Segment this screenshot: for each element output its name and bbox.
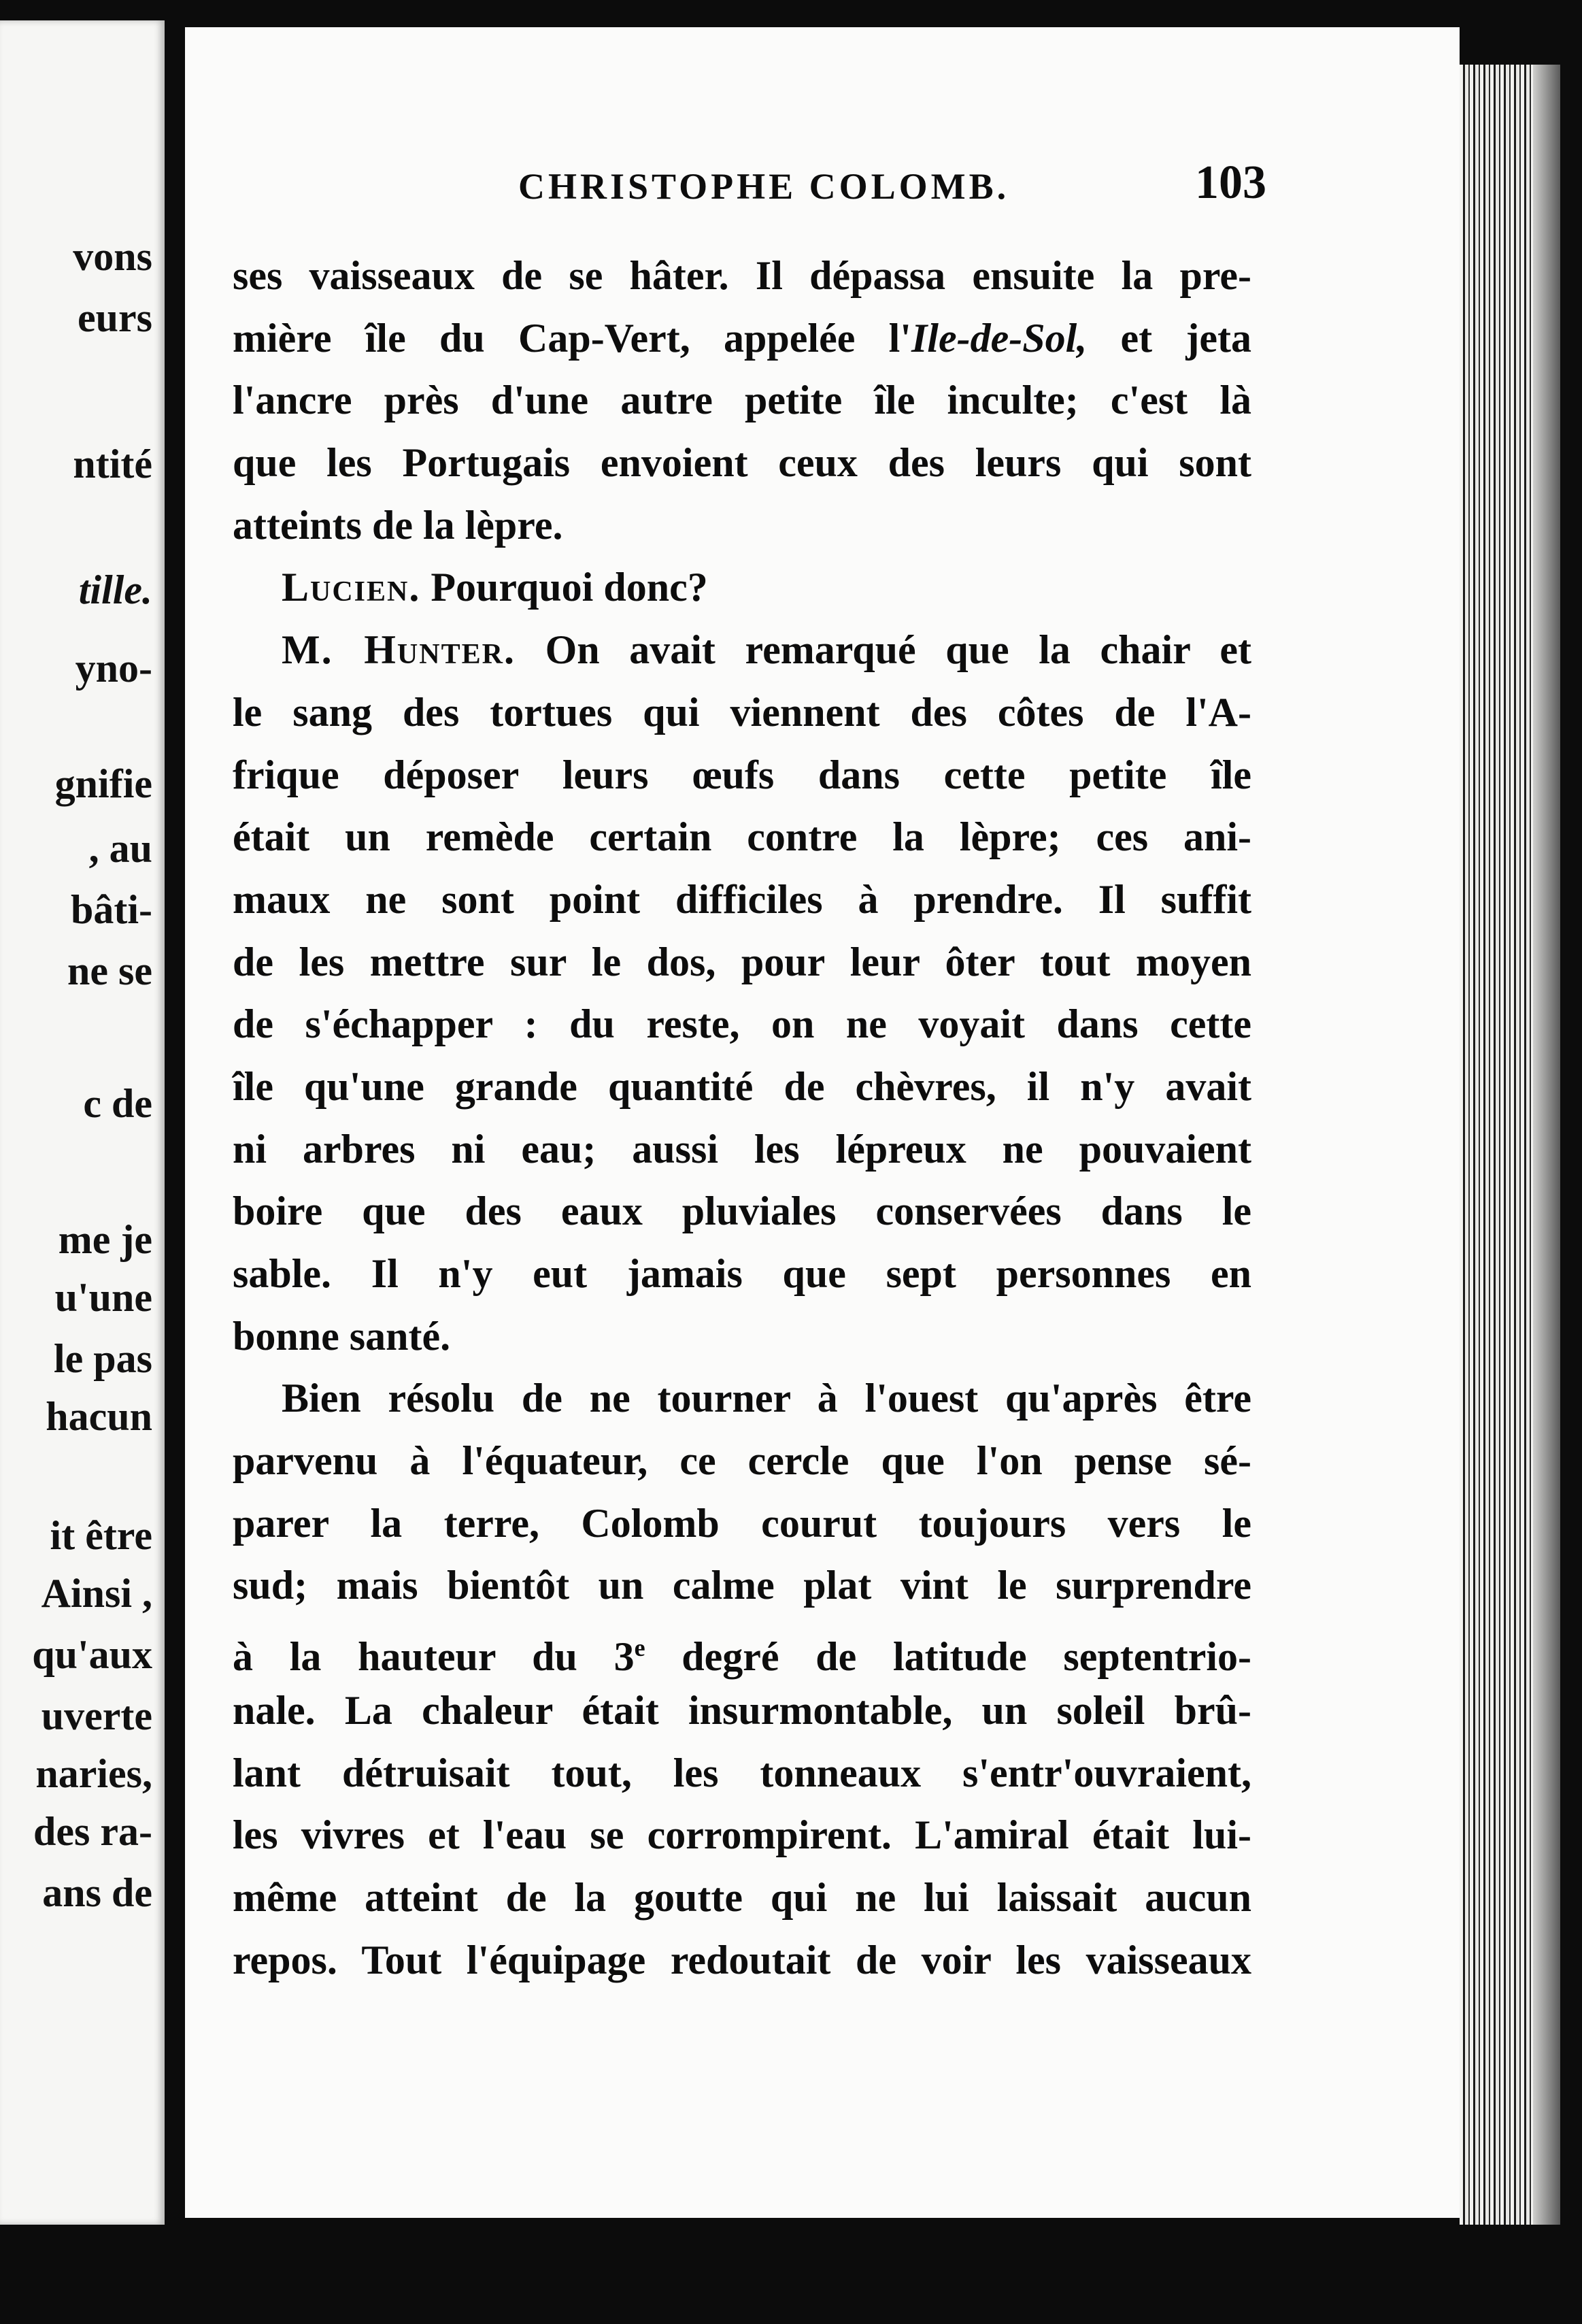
text-line: bonne santé. [233,1313,451,1359]
left-page-fragment: le pas [53,1336,152,1381]
text-line: était un remède certain contre la lèpre; ces ani- [233,814,1251,860]
text-line: atteints de la lèpre. [233,502,563,548]
book-edge-shadow [1533,65,1560,2225]
line-text: degré de latitude septentrio- [645,1634,1251,1680]
text-line: de les mettre sur le dos, pour leur ôter tout moyen [233,939,1251,984]
ordinal-superscript: e [634,1634,645,1662]
running-head [321,153,1266,214]
left-page-fragment: qu'aux [32,1632,152,1677]
line-text: On avait remarqué que la chair et [515,627,1251,673]
left-page-fragment: bâti- [71,887,152,932]
text-line [233,308,1251,370]
text-line: sable. Il n'y eut jamais que sept personnes en [233,1251,1251,1296]
text-line: de s'échapper : du reste, on ne voyait dans cette [233,1001,1251,1047]
line-text: Pourquoi donc? [420,565,708,610]
speaker-name: M. Hunter. [282,627,516,673]
running-title: CHRISTOPHE COLOMB. [518,166,1010,207]
text-line: sud; mais bientôt un calme plat vint le surprendre [233,1563,1251,1608]
left-page-fragment: yno- [75,646,152,691]
left-page-fragment: Ainsi , [41,1571,152,1616]
text-line [233,557,1251,619]
left-page-fragment: hacun [46,1394,152,1439]
text-line: nale. La chaleur était insurmontable, un soleil brû- [233,1687,1251,1733]
text-line: frique déposer leurs œufs dans cette petite île [233,752,1251,797]
left-page-fragment: uverte [41,1693,152,1738]
text-line: repos. Tout l'équipage redoutait de voir les vaisseaux [233,1937,1251,1982]
text-line: lant détruisait tout, les tonneaux s'entr'ouvraient, [233,1750,1251,1795]
left-page-fragment: gnifie [54,761,152,806]
text-line: l'ancre près d'une autre petite île inculte; c'est là [233,378,1251,423]
left-page-fragment: , au [88,826,152,871]
left-page-fragment: des ra- [33,1809,152,1854]
text-line: les vivres et l'eau se corrompirent. L'amiral était lui- [233,1812,1251,1858]
text-line: boire que des eaux pluviales conservées dans le [233,1189,1251,1234]
text-line: maux ne sont point difficiles à prendre. Il suffit [233,876,1251,922]
left-page-fragment: it être [50,1513,152,1558]
text-line [233,619,1251,682]
speaker-name: Lucien. [282,565,421,610]
line-text: et jeta [1087,315,1251,361]
left-page-fragment: eurs [78,295,152,340]
text-line: parer la terre, Colomb courut toujours vers le [233,1500,1251,1546]
left-page-fragment: tille. [78,567,152,612]
text-line: que les Portugais envoient ceux des leurs qui sont [233,440,1251,486]
left-page-fragment: u'une [54,1275,152,1320]
left-page-fragment: ans de [42,1870,152,1915]
left-page-fragment: me je [58,1217,152,1262]
text-line: parvenu à l'équateur, ce cercle que l'on pense sé- [233,1438,1251,1484]
left-page-fragment: ne se [67,948,152,993]
text-line: même atteint de la goutte qui ne lui laissait aucun [233,1874,1251,1920]
page-stack-edges [1460,65,1533,2225]
text-line: le sang des tortues qui viennent des côtes de l'A- [233,689,1251,735]
left-page-fragment: c de [83,1081,152,1126]
italic-place-name: Ile-de-Sol, [911,315,1088,361]
left-page-fragment: ntité [73,442,152,486]
left-page-fragment: vons [73,234,152,279]
line-text: à la hauteur du 3 [233,1634,635,1680]
text-line [233,1617,1251,1680]
text-line: île qu'une grande quantité de chèvres, il n'y avait [233,1063,1251,1109]
line-text: mière île du Cap-Vert, appelée l' [233,315,911,361]
text-line: Bien résolu de ne tourner à l'ouest qu'après être [282,1376,1251,1421]
page-number: 103 [1195,156,1266,209]
body-text [233,245,1251,1991]
previous-page-edge [0,20,165,2225]
text-line: ni arbres ni eau; aussi les lépreux ne pouvaient [233,1126,1251,1172]
left-page-fragment: naries, [35,1751,152,1796]
text-line: ses vaisseaux de se hâter. Il dépassa ensuite la pre- [233,253,1251,298]
